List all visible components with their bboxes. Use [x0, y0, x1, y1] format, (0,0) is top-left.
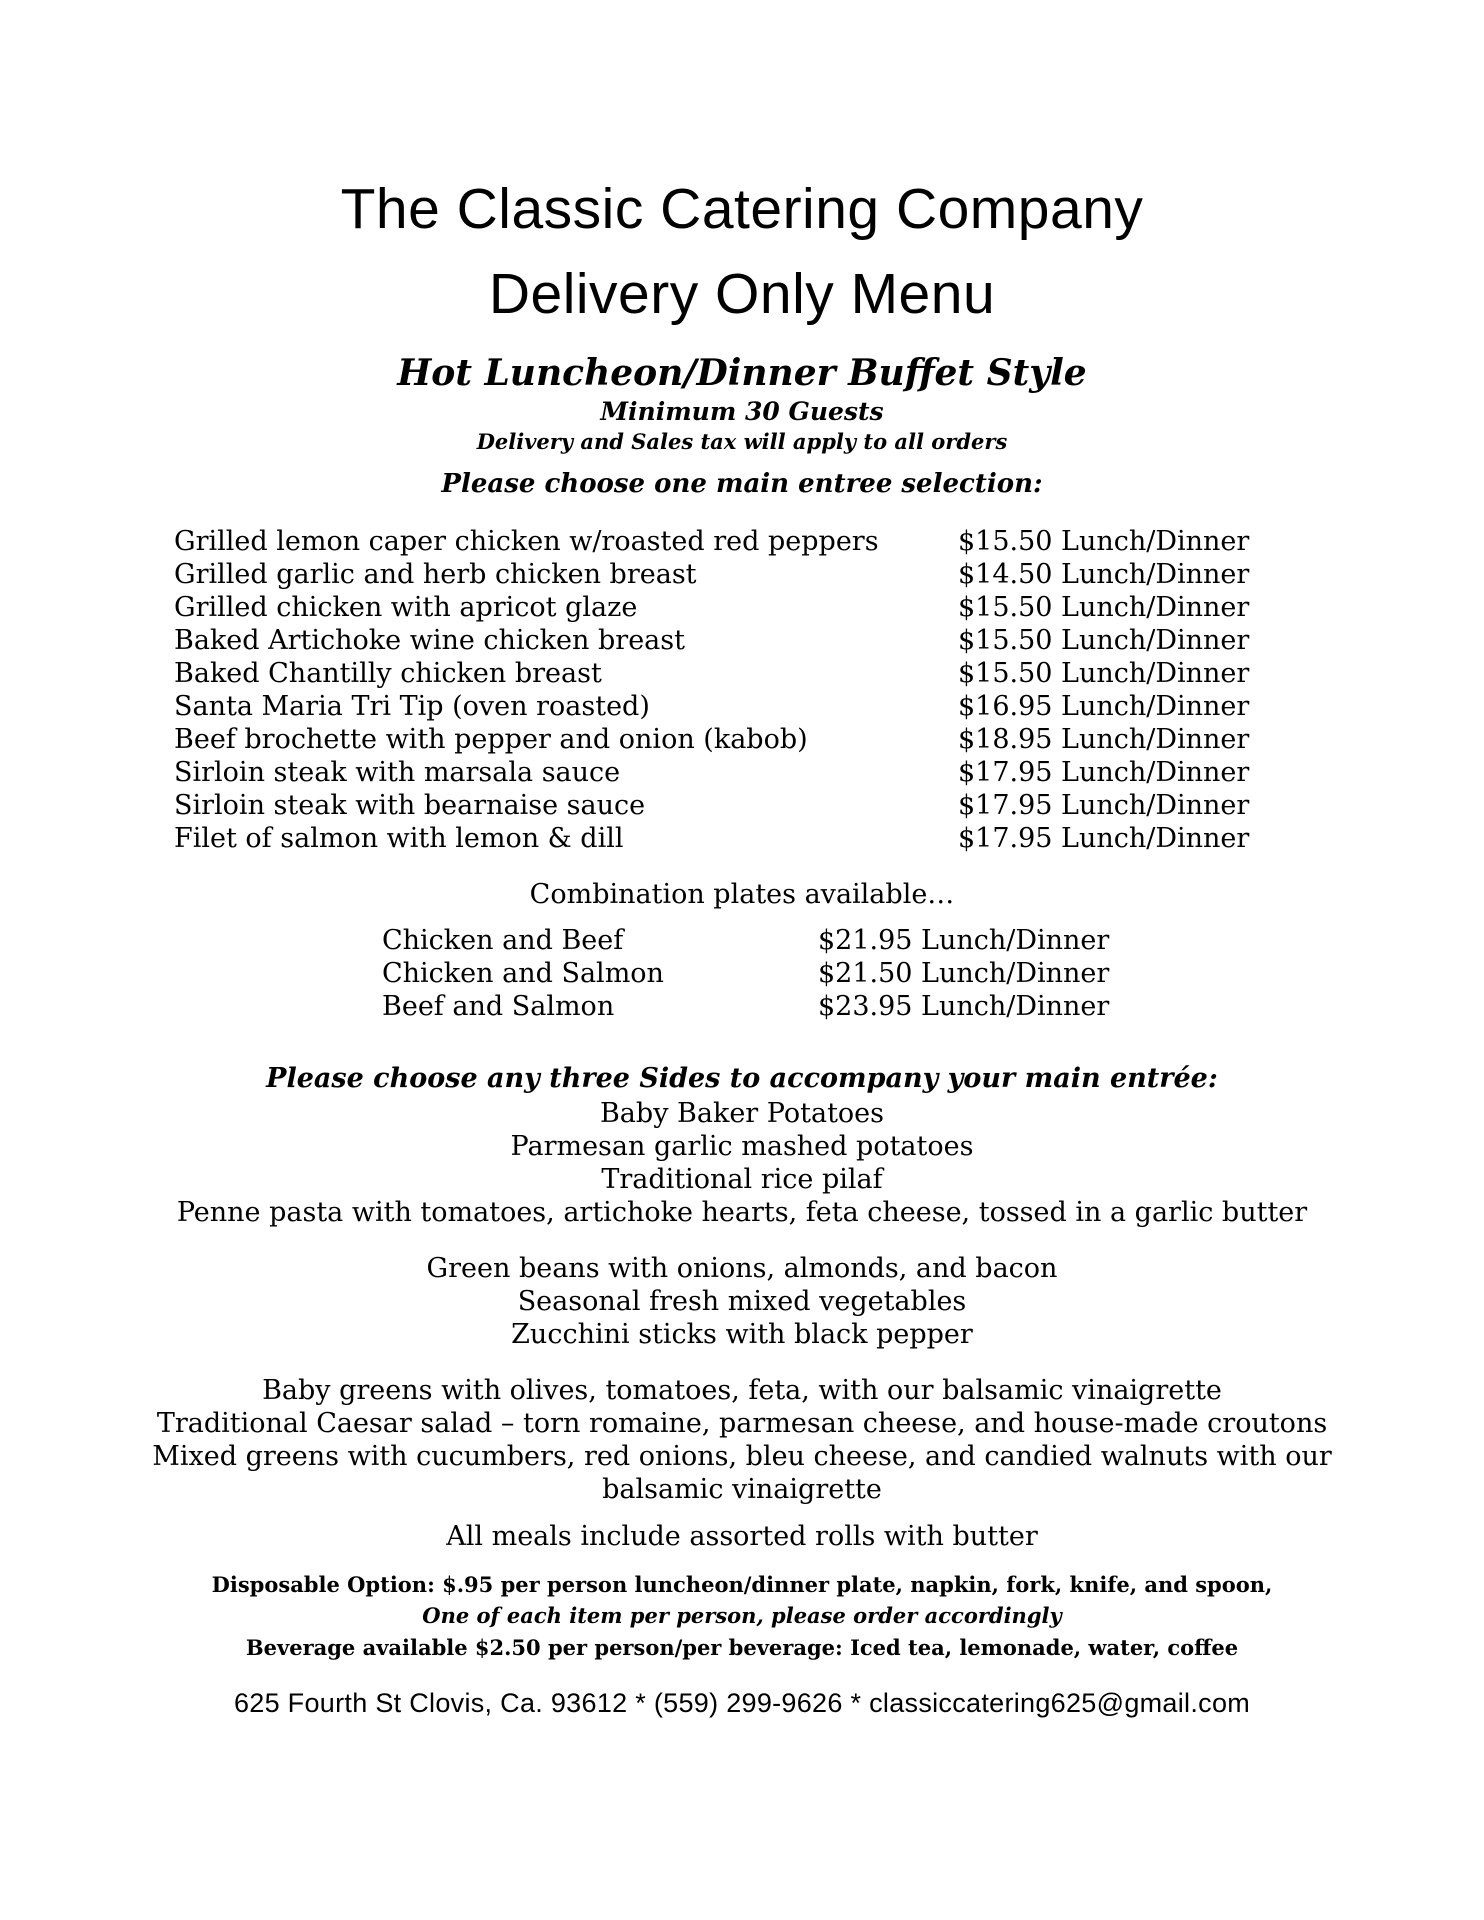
entree-price: $17.95 Lunch/Dinner [958, 790, 1250, 821]
tax-note: Delivery and Sales tax will apply to all orders [476, 429, 1008, 454]
entree-name: Grilled chicken with apricot glaze [174, 592, 638, 623]
combo-price: $23.95 Lunch/Dinner [818, 991, 1110, 1022]
combo-name: Beef and Salmon [382, 991, 615, 1022]
entree-name: Sirloin steak with marsala sauce [174, 757, 621, 788]
side-item: balsamic vinaigrette [602, 1474, 882, 1505]
entree-price: $15.50 Lunch/Dinner [958, 658, 1250, 689]
entree-name: Baked Chantilly chicken breast [174, 658, 602, 689]
side-item: Baby greens with olives, tomatoes, feta, with our balsamic vinaigrette [262, 1375, 1222, 1406]
side-item: Baby Baker Potatoes [599, 1098, 885, 1129]
combo-name: Chicken and Salmon [382, 958, 664, 989]
entree-name: Sirloin steak with bearnaise sauce [174, 790, 646, 821]
entree-name: Baked Artichoke wine chicken breast [174, 625, 685, 656]
buffet-subtitle: Hot Luncheon/Dinner Buffet Style [397, 352, 1087, 394]
entree-price: $15.50 Lunch/Dinner [958, 526, 1250, 557]
entree-price: $15.50 Lunch/Dinner [958, 592, 1250, 623]
side-item: Traditional Caesar salad – torn romaine, parmesan cheese, and house-made croutons [156, 1408, 1328, 1439]
entree-name: Grilled lemon caper chicken w/roasted red peppers [174, 526, 879, 557]
combo-heading: Combination plates available… [529, 879, 955, 910]
entree-name: Santa Maria Tri Tip (oven roasted) [174, 691, 650, 722]
beverage-note: Beverage available $2.50 per person/per beverage: Iced tea, lemonade, water, coffee [245, 1635, 1239, 1660]
entree-name: Grilled garlic and herb chicken breast [174, 559, 697, 590]
entree-price: $16.95 Lunch/Dinner [958, 691, 1250, 722]
entree-name: Beef brochette with pepper and onion (kabob) [174, 724, 808, 755]
entree-price: $14.50 Lunch/Dinner [958, 559, 1250, 590]
menu-title: Delivery Only Menu [488, 262, 996, 326]
combo-price: $21.50 Lunch/Dinner [818, 958, 1110, 989]
entree-price: $18.95 Lunch/Dinner [958, 724, 1250, 755]
entree-price: $15.50 Lunch/Dinner [958, 625, 1250, 656]
combo-name: Chicken and Beef [382, 925, 624, 956]
entree-name: Filet of salmon with lemon & dill [174, 823, 624, 854]
side-item: Seasonal fresh mixed vegetables [517, 1286, 967, 1317]
side-item: Green beans with onions, almonds, and bacon [426, 1253, 1058, 1284]
side-item: Mixed greens with cucumbers, red onions, bleu cheese, and candied walnuts with our [152, 1441, 1332, 1472]
entree-price: $17.95 Lunch/Dinner [958, 757, 1250, 788]
combo-price: $21.95 Lunch/Dinner [818, 925, 1110, 956]
disposable-option: Disposable Option: $.95 per person luncheon/dinner plate, napkin, fork, knife, and spoon, [211, 1572, 1273, 1597]
contact-address: 625 Fourth St Clovis, Ca. 93612 * (559) 299-9626 * classiccatering625@gmail.com [233, 1688, 1251, 1718]
minimum-guests: Minimum 30 Guests [600, 397, 884, 426]
entree-price: $17.95 Lunch/Dinner [958, 823, 1250, 854]
rolls-note: All meals include assorted rolls with butter [446, 1521, 1038, 1552]
entree-prompt: Please choose one main entree selection: [441, 469, 1043, 499]
side-item: Traditional rice pilaf [601, 1164, 883, 1195]
sides-prompt: Please choose any three Sides to accompany your main entrée: [266, 1063, 1218, 1094]
side-item: Parmesan garlic mashed potatoes [510, 1131, 974, 1162]
company-name: The Classic Catering Company [340, 177, 1144, 241]
disposable-note: One of each item per person, please order accordingly [422, 1603, 1062, 1628]
side-item: Penne pasta with tomatoes, artichoke hearts, feta cheese, tossed in a garlic butter [176, 1197, 1308, 1228]
side-item: Zucchini sticks with black pepper [511, 1319, 973, 1350]
